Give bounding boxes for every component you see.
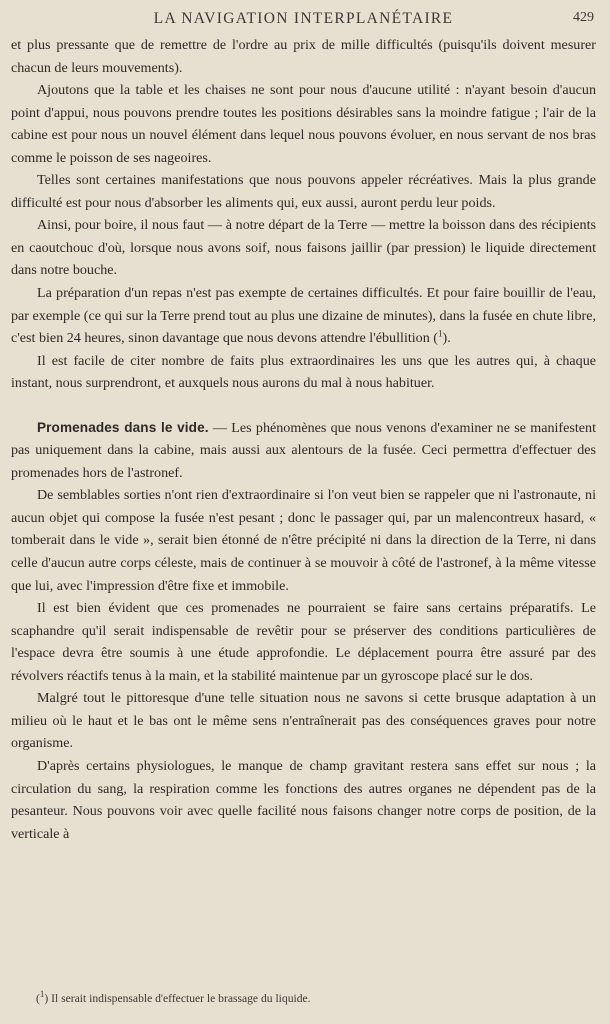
paragraph-text: La préparation d'un repas n'est pas exempte de certaines difficultés. Et pour faire bouillir de l'eau, par exemple (ce qui sur la Terre prend tout au plus une dizaine de minutes), dans la fusée en chute libre, c'est bien 24 heures, sinon davantage que nous devons attendre l'ébullition xyxy=(11,285,596,347)
paragraph: Il est bien évident que ces promenades ne pourraient se faire sans certains préparatifs. Le scaphandre qu'il serait indispensable de revêtir pour se préserver des conditions particulières de l'espace devra être soumis à une étude approfondie. Le déplacement pourra être assuré par des révolvers réactifs tenus à la main, et la stabilité maintenue par un gyroscope placé sur le dos. xyxy=(11,600,596,684)
paragraph: Ajoutons que la table et les chaises ne sont pour nous d'aucune utilité : n'ayant besoin d'aucun point d'appui, nous pouvons prendre toutes les positions désirables sans la moindre fatigue ; l'air de la cabine est pour nous un nouvel élément dans lequel nous pouvons évoluer, en nous servant de nos bras comme le poisson de ses nageoires. xyxy=(11,82,596,166)
running-title: LA NAVIGATION INTERPLANÉTAIRE xyxy=(153,10,454,27)
footnote-text: Il serait indispensable d'effectuer le brassage du liquide. xyxy=(51,992,311,1005)
paragraph-continues: D'après certains physiologues, le manque de champ gravitant restera sans effet sur nous ; la circulation du sang, la respiration comme les fonctions des autres organes ne dépendent pas de la pesanteur. Nous pouvons voir avec quelle facilité nous faisons changer notre corps de position, de la verticale à xyxy=(11,757,596,842)
page-number: 429 xyxy=(573,10,594,25)
section-heading: Promenades dans le vide. xyxy=(37,419,209,435)
paragraph-end: . xyxy=(447,330,451,347)
paragraph: Telles sont certaines manifestations que nous pouvons appeler récréatives. Mais la plus grande difficulté est pour nous d'absorber les aliments qui, eux aussi, auront perdu leur poids. xyxy=(11,172,596,211)
paragraph: De semblables sorties n'ont rien d'extraordinaire si l'on veut bien se rappeler que ni l'astronaute, ni aucun objet qui compose la fusée n'est pesant ; donc le passager qui, par un malencontreux hasard, « tomberait dans le vide », serait bien étonné de n'être précipité ni dans la direction de la Terre, ni dans celle d'aucun autre corps céleste, mais de continuer à se mouvoir à côté de l'astronef, à la même vitesse que lui, avec l'impression d'être fixe et immobile. xyxy=(11,487,596,594)
footnote-reference: 1 xyxy=(438,328,443,339)
section-paragraph xyxy=(11,417,596,485)
footnote-marker: 1 xyxy=(39,989,45,1000)
paragraph: La préparation d'un repas n'est pas exempte de certaines difficultés. Et pour faire bouillir de l'eau, par exemple (ce qui sur la Terre prend tout au plus une dizaine de minutes), dans la fusée en chute libre, c'est bien 24 heures, sinon davantage que nous devons attendre l'ébullition ($^1$). xyxy=(11,285,596,347)
paragraph: Ainsi, pour boire, il nous faut — à notre départ de la Terre — mettre la boisson dans des récipients en caoutchouc d'où, lorsque nous avons soif, nous faisons jaillir (par pression) le liquide directement dans notre bouche. xyxy=(11,217,596,279)
paragraph-continuation: et plus pressante que de remettre de l'ordre au prix de mille difficultés (puisqu'ils doivent mesurer chacun de leurs mouvements). xyxy=(11,37,596,76)
running-head xyxy=(11,6,596,34)
footnote: ($^1$) Il serait indispensable d'effectuer le brassage du liquide. xyxy=(36,989,311,1005)
paragraph-text: — Les phénomènes que nous venons d'examiner ne se manifestent pas uniquement dans la cabine, mais aussi aux alentours de la fusée. Ceci permettra d'effectuer des promenades hors de l'astronef. xyxy=(11,419,597,481)
paragraph: Il est facile de citer nombre de faits plus extraordinaires les uns que les autres qui, à chaque instant, nous surprendront, et auxquels nous aurons du mal à nous habituer. xyxy=(11,352,596,392)
paragraph: Malgré tout le pittoresque d'une telle situation nous ne savons si cette brusque adaptation à un milieu où le haut et le bas ont le même sens n'entraînerait pas des conséquences graves pour notre organisme. xyxy=(11,690,596,752)
body-text xyxy=(11,34,596,845)
